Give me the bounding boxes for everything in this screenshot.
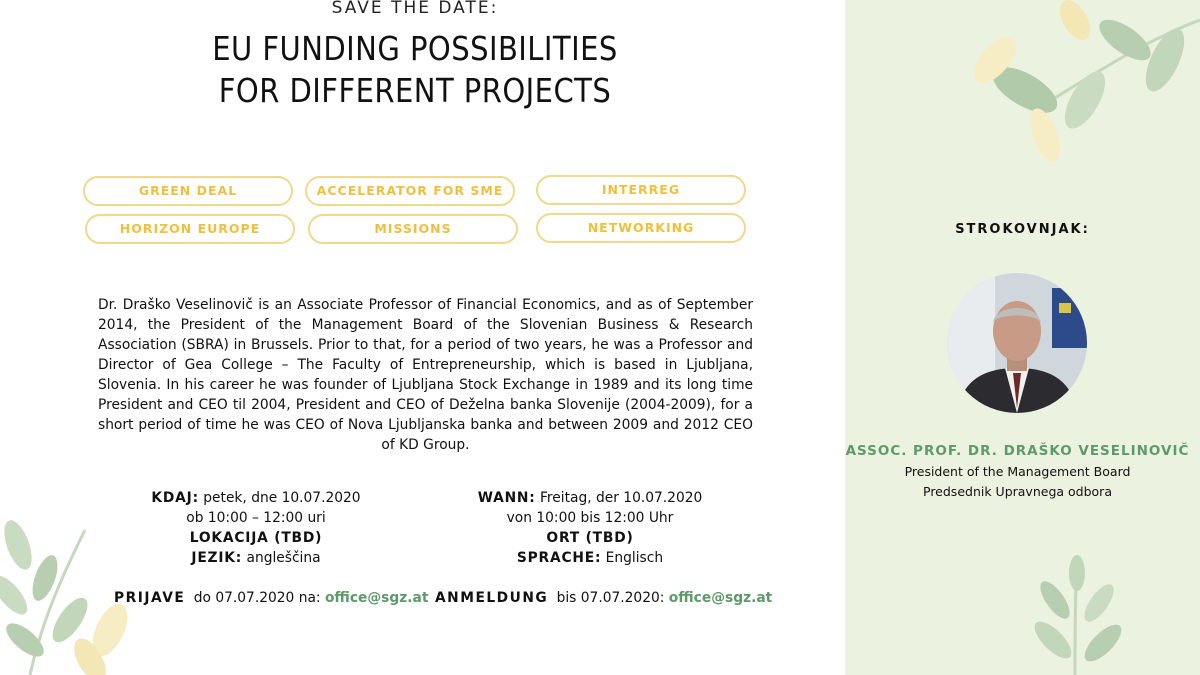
expert-role-en: President of the Management Board <box>904 464 1131 479</box>
when-label: KDAJ: <box>151 490 199 506</box>
registration-slovene <box>114 590 428 606</box>
location-value: LOKACIJA (TBD) <box>189 530 323 546</box>
language-value: Englisch <box>601 550 664 566</box>
expert-panel <box>845 0 1200 675</box>
registration-text: bis 07.07.2020: <box>556 590 669 606</box>
topic-pill-networking: NETWORKING <box>536 213 746 243</box>
registration-email-link[interactable]: office@sgz.at <box>324 590 429 606</box>
topic-pill-accelerator: ACCELERATOR FOR SME <box>305 176 515 206</box>
portrait-photo <box>947 273 1087 413</box>
registration-text: do 07.07.2020 na: <box>193 590 325 606</box>
topic-pill-missions: MISSIONS <box>308 214 518 244</box>
expert-role-sl: Predsednik Upravnega odbora <box>923 484 1112 499</box>
expert-name: ASSOC. PROF. DR. DRAŠKO VESELINOVIČ <box>845 443 1190 459</box>
when-value: Freitag, der 10.07.2020 <box>535 490 703 506</box>
topic-pill-green-deal: GREEN DEAL <box>83 176 293 206</box>
registration-label: ANMELDUNG <box>435 590 549 606</box>
expert-label: STROKOVNJAK: <box>955 222 1090 237</box>
leaf-branch-icon <box>1015 555 1135 675</box>
expert-bio: Dr. Draško Veselinovič is an Associate Professor of Financial Economics, and as of September 2014, the President of the Management Board of the Slovenian Business & Research Association (SBRA) in Brussels. Prior to that, for a period of two years, he was a Professor and Director of Gea College – The Faculty of Entrepreneurship, which is based in Ljubljana, Slovenia. In his career he was founder of Ljubljana Stock Exchange in 1989 and its long time President and CEO til 2004, President and CEO of Deželna banka Slovenije (2004-2009), for a short period of time he was CEO of Nova Ljubljanska banka and between 2009 and 2012 CEO of KD Group. <box>98 297 753 453</box>
registration-email-link[interactable]: office@sgz.at <box>668 590 773 606</box>
when-label: WANN: <box>477 490 536 506</box>
topic-pill-interreg: INTERREG <box>536 175 746 205</box>
event-info-slovene <box>106 488 406 568</box>
topic-pill-horizon-europe: HORIZON EUROPE <box>85 214 295 244</box>
leaf-branch-icon <box>965 0 1200 165</box>
avatar <box>947 273 1087 413</box>
save-the-date: SAVE THE DATE: <box>331 0 499 18</box>
registration-german <box>435 590 772 606</box>
event-info-german <box>440 488 740 568</box>
language-label: SPRACHE: <box>516 550 602 566</box>
when-value: petek, dne 10.07.2020 <box>198 490 361 506</box>
location-value: ORT (TBD) <box>546 530 634 546</box>
language-label: JEZIK: <box>191 550 243 566</box>
title-line-1: EU FUNDING POSSIBILITIES <box>212 29 618 68</box>
time-value: ob 10:00 – 12:00 uri <box>186 510 326 526</box>
registration-label: PRIJAVE <box>114 590 186 606</box>
title-line-2: FOR DIFFERENT PROJECTS <box>218 71 612 110</box>
page-title <box>50 28 780 112</box>
language-value: angleščina <box>242 550 321 566</box>
time-value: von 10:00 bis 12:00 Uhr <box>506 510 674 526</box>
